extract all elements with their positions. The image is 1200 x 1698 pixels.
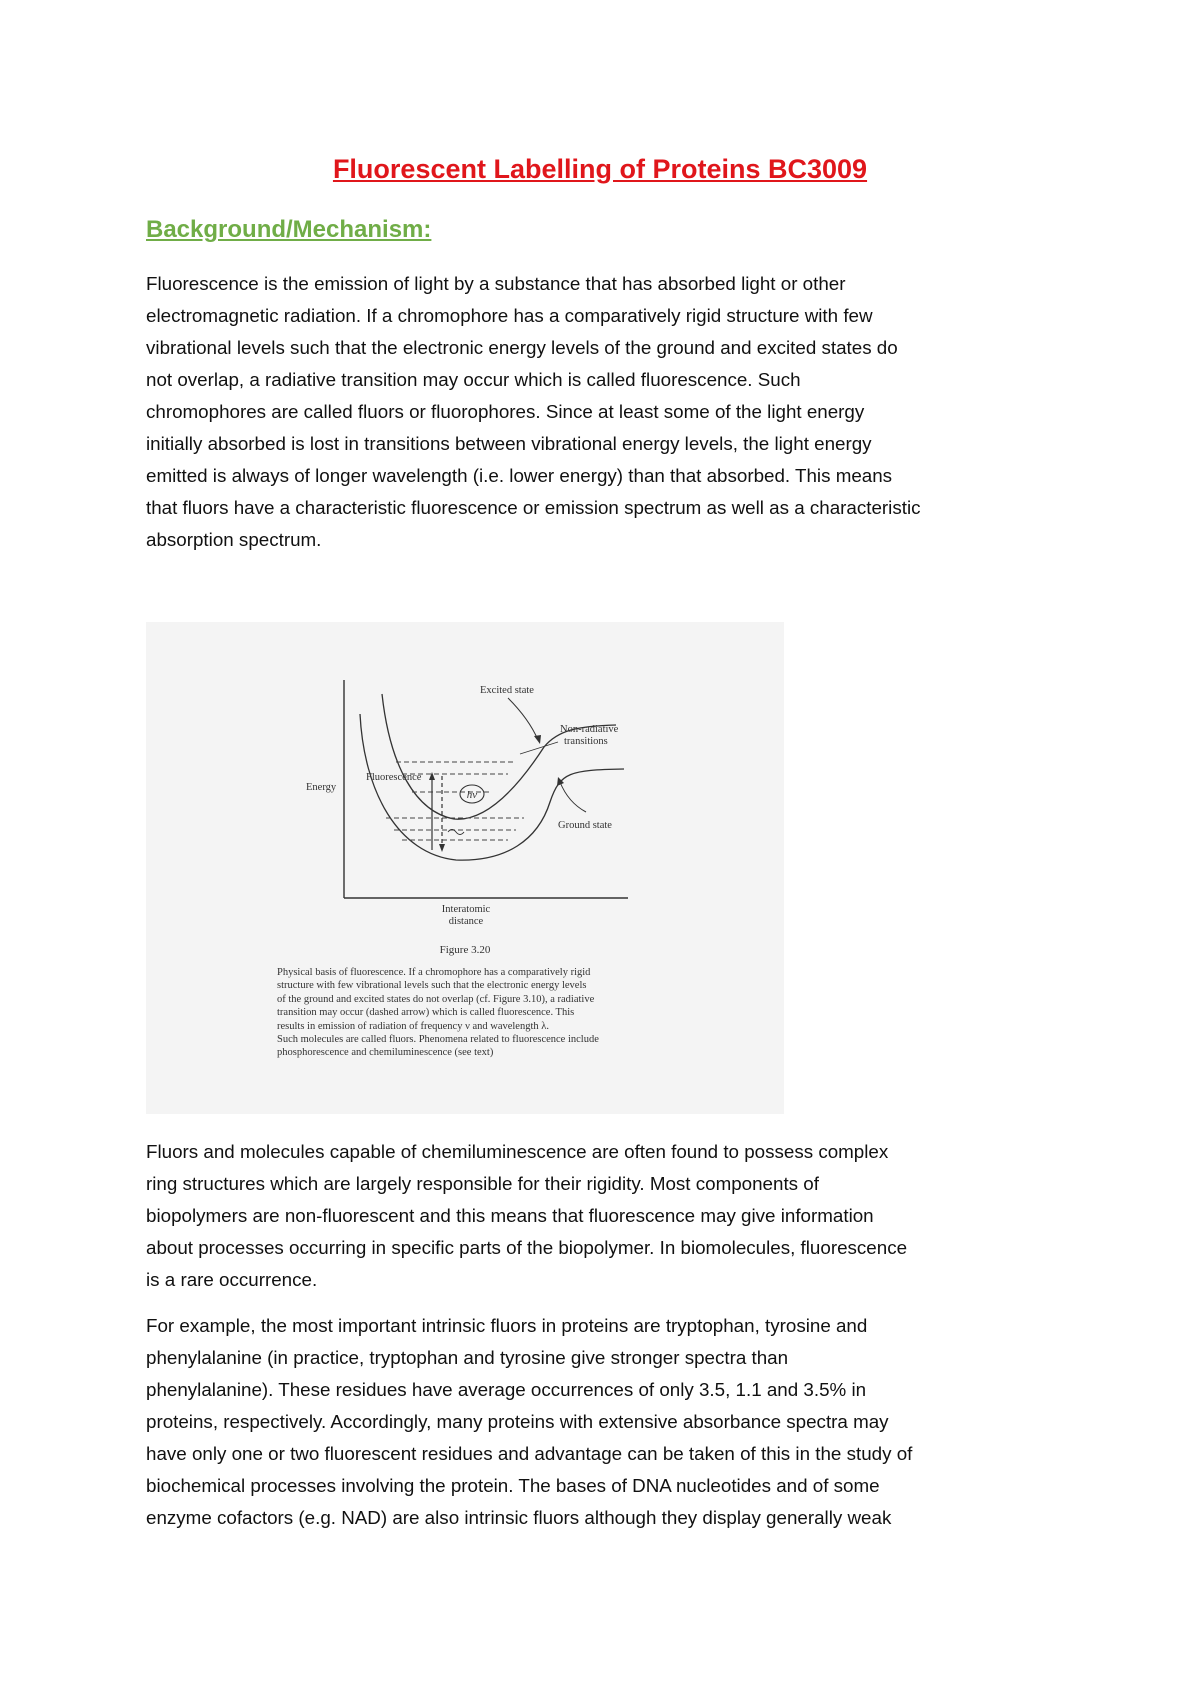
label-excited-state: Excited state [480, 685, 534, 696]
label-non-radiative: Non-radiative [560, 724, 619, 735]
caption-line: results in emission of radiation of frequency ν and wavelength λ. [277, 1020, 549, 1032]
paragraph-intrinsic-fluors [146, 1310, 1076, 1534]
nonrad-pointer [520, 742, 558, 754]
excited-pointer [508, 698, 538, 740]
text-line: emitted is always of longer wavelength (i.e. lower energy) than that absorbed. This means [146, 465, 893, 486]
label-hv: hν [466, 789, 478, 801]
fluorescence-arrowhead [439, 844, 445, 852]
text-line: initially absorbed is lost in transitions between vibrational energy levels, the light energy [146, 433, 872, 454]
label-fluorescence: Fluorescence [366, 772, 422, 783]
caption-line: phosphorescence and chemiluminescence (see text) [277, 1047, 494, 1059]
text-line: biopolymers are non-fluorescent and this means that fluorescence may give information [146, 1205, 874, 1226]
paragraph-fluorescence-definition [146, 268, 1076, 556]
text-line: electromagnetic radiation. If a chromophore has a comparatively rigid structure with few [146, 305, 873, 326]
label-x-axis: Interatomic [441, 904, 491, 915]
text-line: enzyme cofactors (e.g. NAD) are also intrinsic fluors although they display generally weak [146, 1507, 892, 1528]
text-line: that fluors have a characteristic fluorescence or emission spectrum as well as a characteristic [146, 497, 921, 518]
label-energy: Energy [306, 782, 337, 793]
text-line: absorption spectrum. [146, 529, 322, 550]
caption-line: structure with few vibrational levels such that the electronic energy levels [277, 980, 587, 992]
text-line: vibrational levels such that the electronic energy levels of the ground and excited states do [146, 337, 898, 358]
text-line: not overlap, a radiative transition may occur which is called fluorescence. Such [146, 369, 801, 390]
paragraph-chemiluminescence [146, 1136, 1076, 1296]
caption-line: of the ground and excited states do not overlap (cf. Figure 3.10), a radiative [277, 993, 595, 1005]
page-title: Fluorescent Labelling of Proteins BC3009 [332, 154, 868, 184]
section-heading: Background/Mechanism: [146, 216, 432, 243]
label-x-axis-unit: distance [448, 916, 484, 927]
text-line: is a rare occurrence. [146, 1269, 318, 1290]
text-line: proteins, respectively. Accordingly, many proteins with extensive absorbance spectra may [146, 1411, 889, 1432]
caption-line: Such molecules are called fluors. Phenomena related to fluorescence include [277, 1034, 599, 1046]
text-line: have only one or two fluorescent residues and advantage can be taken of this in the study of [146, 1443, 913, 1464]
figure-number: Figure 3.20 [439, 944, 491, 956]
caption-line: Physical basis of fluorescence. If a chromophore has a comparatively rigid [277, 967, 591, 978]
absorption-arrowhead [429, 772, 435, 780]
text-line: ring structures which are largely responsible for their rigidity. Most components of [146, 1173, 819, 1194]
text-line: about processes occurring in specific parts of the biopolymer. In biomolecules, fluorescence [146, 1237, 908, 1258]
excited-pointer-head [534, 735, 541, 744]
label-transitions: transitions [564, 736, 608, 747]
label-ground-state: Ground state [558, 820, 612, 831]
text-line: biochemical processes involving the protein. The bases of DNA nucleotides and of some [146, 1475, 880, 1496]
text-line: chromophores are called fluors or fluorophores. Since at least some of the light energy [146, 401, 865, 422]
text-line: Fluorescence is the emission of light by a substance that has absorbed light or other [146, 273, 846, 294]
text-line: phenylalanine (in practice, tryptophan and tyrosine give stronger spectra than [146, 1347, 789, 1368]
excited-state-curve [382, 694, 616, 819]
text-line: Fluors and molecules capable of chemiluminescence are often found to possess complex [146, 1141, 889, 1162]
ground-pointer [560, 782, 586, 812]
fluorescence-figure [146, 622, 784, 1114]
text-line: For example, the most important intrinsic fluors in proteins are tryptophan, tyrosine and [146, 1315, 868, 1336]
caption-line: transition may occur (dashed arrow) which is called fluorescence. This [277, 1007, 575, 1019]
text-line: phenylalanine). These residues have average occurrences of only 3.5, 1.1 and 3.5% in [146, 1379, 867, 1400]
figure-caption [277, 966, 717, 1060]
